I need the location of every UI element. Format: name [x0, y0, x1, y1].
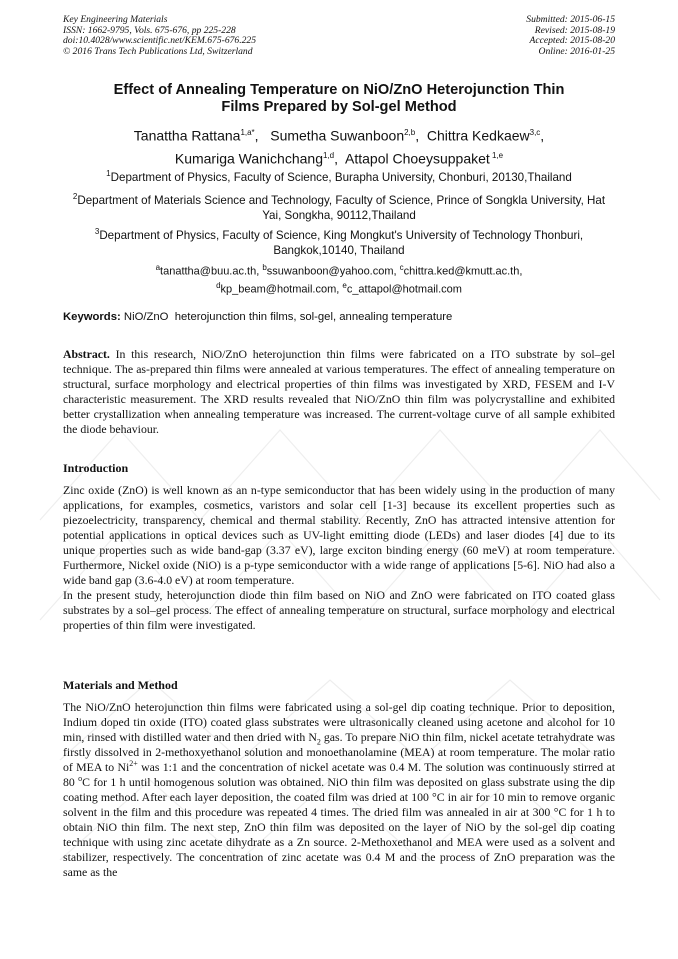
author-affiliation-mark: 1,e: [489, 150, 504, 160]
email-address: chittra.ked@kmutt.ac.th,: [403, 265, 523, 278]
keywords-label: Keywords:: [63, 311, 121, 323]
materials-text: was 1:1 and the concentration of nickel acetate was 0.4 M. The solution was continuously stirred at 80: [63, 760, 615, 789]
date-online: Online: 2016-01-25: [538, 45, 615, 57]
email-address: c_attapol@hotmail.com: [346, 283, 462, 296]
author-affiliation-mark: 2,b: [404, 128, 416, 137]
affiliation-number: 2: [72, 192, 78, 201]
email-mark: a: [155, 263, 161, 272]
author-name: Chittra Kedkaew: [426, 127, 530, 144]
introduction-body: [63, 483, 615, 633]
journal-info: [63, 15, 363, 57]
title-line-2: Films Prepared by Sol-gel Method: [221, 99, 457, 115]
author-name: Attapol Choeysuppaket: [345, 150, 490, 167]
abstract-label: Abstract.: [63, 347, 110, 361]
submission-dates: [355, 15, 615, 57]
keywords: [63, 310, 615, 324]
author-name: Tanattha Rattana: [133, 127, 241, 144]
materials-text: The NiO/ZnO heterojunction thin films were fabricated using a sol-gel dip coating technique. Prior to deposition, Indium doped tin oxide (ITO) coated glass substrates were ultrasonically cleaned using acetone and alcohol for 10 min, rinsed with distilled water and then dried with N: [63, 700, 615, 744]
superscript: 2+: [129, 759, 138, 769]
email-mark: b: [262, 263, 267, 272]
author-list: [63, 123, 615, 168]
abstract-paragraph: [63, 347, 615, 437]
author-name: Sumetha Suwanboon: [270, 127, 405, 144]
email-line-1: [70, 261, 608, 279]
author-affiliation-mark: 1,d: [322, 150, 335, 160]
email-line-2: [70, 279, 608, 297]
author-separator: ,: [334, 150, 342, 167]
introduction-paragraph-1: Zinc oxide (ZnO) is well known as an n-type semiconductor that has been widely using in the production of many applications, for examples, cosmetics, varistors and solar cell [1-3] because its excellent properties such as piezoelectricity, transparency, chemical and thermal stability. Recently, ZnO has attracted intensive attention for potential applications in optical devices such as UV-light emitting diode (LEDs) and laser diodes [4] due to its unique properties such as wide band-gap (3.37 eV), large exciton binding energy (60 meV) at room temperature. Furthermore, Nickel oxide (NiO) is a p-type semiconductor with a wide range of applications [5-6]. NiO had also a wide band gap (3.6-4.0 eV) at room temperature.: [63, 483, 615, 587]
author-emails: [70, 261, 608, 296]
materials-heading: Materials and Method: [63, 678, 178, 692]
email-address: kp_beam@hotmail.com,: [220, 283, 343, 296]
materials-paragraph: [63, 700, 615, 880]
title-line-1: Effect of Annealing Temperature on NiO/ZnO Heterojunction Thin: [113, 82, 565, 98]
affiliation-text: Department of Physics, Faculty of Science, Burapha University, Chonburi, 20130,Thailand: [110, 170, 572, 184]
journal-copyright: © 2016 Trans Tech Publications Ltd, Switzerland: [63, 45, 253, 57]
journal-issn: ISSN: 1662-9795, Vols. 675-676, pp 225-228: [63, 24, 236, 36]
date-accepted: Accepted: 2015-08-20: [529, 35, 615, 46]
journal-doi: doi:10.4028/www.scientific.net/KEM.675-676.225: [63, 35, 257, 46]
introduction-heading: Introduction: [63, 461, 129, 475]
affiliation-text: Department of Physics, Faculty of Science, King Mongkut's University of Technology Thonburi, Bangkok,10140, Thailand: [99, 228, 584, 257]
materials-text: C for 1 h until homogenous solution was obtained. NiO thin film was deposited on glass substrate using the dip coating method. After each layer deposition, the coated film was dried at 100 °C in air for 10 min to remove organic solvent in the film and this procedure was repeated 4 times. The dried film was annealed in air at 300 °C for 1 h to obtain NiO thin film. The next step, ZnO thin film was deposited on the layer of NiO by the sol-gel dip coating technique with using zinc acetate dihydrate as a Zn source. 2-Methoxethanol and MEA were used as a solvent and stabilizer, respectively. The concentration of zinc acetate was 0.4 M and the process of ZnO preparation was the same as the: [63, 775, 616, 879]
author-line-2: [63, 146, 615, 169]
affiliation-3: [70, 224, 608, 258]
affiliation-2: [70, 189, 608, 223]
materials-body: [63, 700, 615, 880]
author-affiliation-mark: 1,a*: [240, 128, 255, 137]
affiliation-number: 3: [94, 227, 100, 236]
author-name: Kumariga Wanichchang: [174, 150, 323, 167]
journal-name: Key Engineering Materials: [63, 14, 168, 25]
degree-superscript: o: [78, 774, 83, 784]
affiliation-1: [70, 166, 608, 185]
materials-text: gas. To prepare NiO thin film, nickel acetate tetrahydrate was firstly dissolved in 2-methoxyethanol solution and monoethanolamine (MEA) at room temperature. The molar ratio of MEA to Ni: [63, 730, 615, 774]
email-mark: c: [399, 263, 404, 272]
keywords-text: NiO/ZnO heterojunction thin films, sol-gel, annealing temperature: [120, 311, 453, 323]
date-revised: Revised: 2015-08-19: [534, 24, 615, 36]
introduction-paragraph-2: In the present study, heterojunction diode thin film based on NiO and ZnO were fabricated on ITO coated glass substrates by a sol–gel process. The effect of annealing temperature on structural, surface morphology and electrical properties of thin film were investigated.: [63, 588, 615, 632]
author-line-1: [63, 123, 615, 146]
paper-title: [63, 82, 615, 116]
author-separator: ,: [254, 127, 267, 144]
email-address: ssuwanboon@yahoo.com,: [266, 265, 400, 278]
author-affiliation-mark: 3,c: [529, 128, 541, 137]
affiliation-number: 1: [106, 169, 111, 178]
subscript: 2: [316, 737, 321, 747]
abstract-text: In this research, NiO/ZnO heterojunction thin films were fabricated on a ITO substrate by sol–gel technique. The as-prepared thin films were annealed at various temperatures. The effect of annealing temperature on structural, surface morphology and electrical properties of thin films was investigated by XRD, FESEM and I-V characteristic measurement. The XRD results revealed that NiO/ZnO thin film was polycrystalline and exhibited better crystallization when annealing temperature was increased. The current-voltage curve of all sample exhibited the diode behaviour.: [63, 347, 615, 436]
author-separator: ,: [415, 127, 424, 144]
date-submitted: Submitted: 2015-06-15: [526, 14, 615, 25]
affiliation-text: Department of Materials Science and Technology, Faculty of Science, Prince of Songkla University, Hat Yai, Songkha, 90112,Thailand: [77, 193, 606, 222]
email-mark: d: [216, 280, 221, 290]
email-mark: e: [342, 280, 347, 290]
author-separator: ,: [540, 127, 545, 144]
email-address: tanattha@buu.ac.th,: [160, 265, 263, 278]
abstract: [63, 347, 615, 437]
